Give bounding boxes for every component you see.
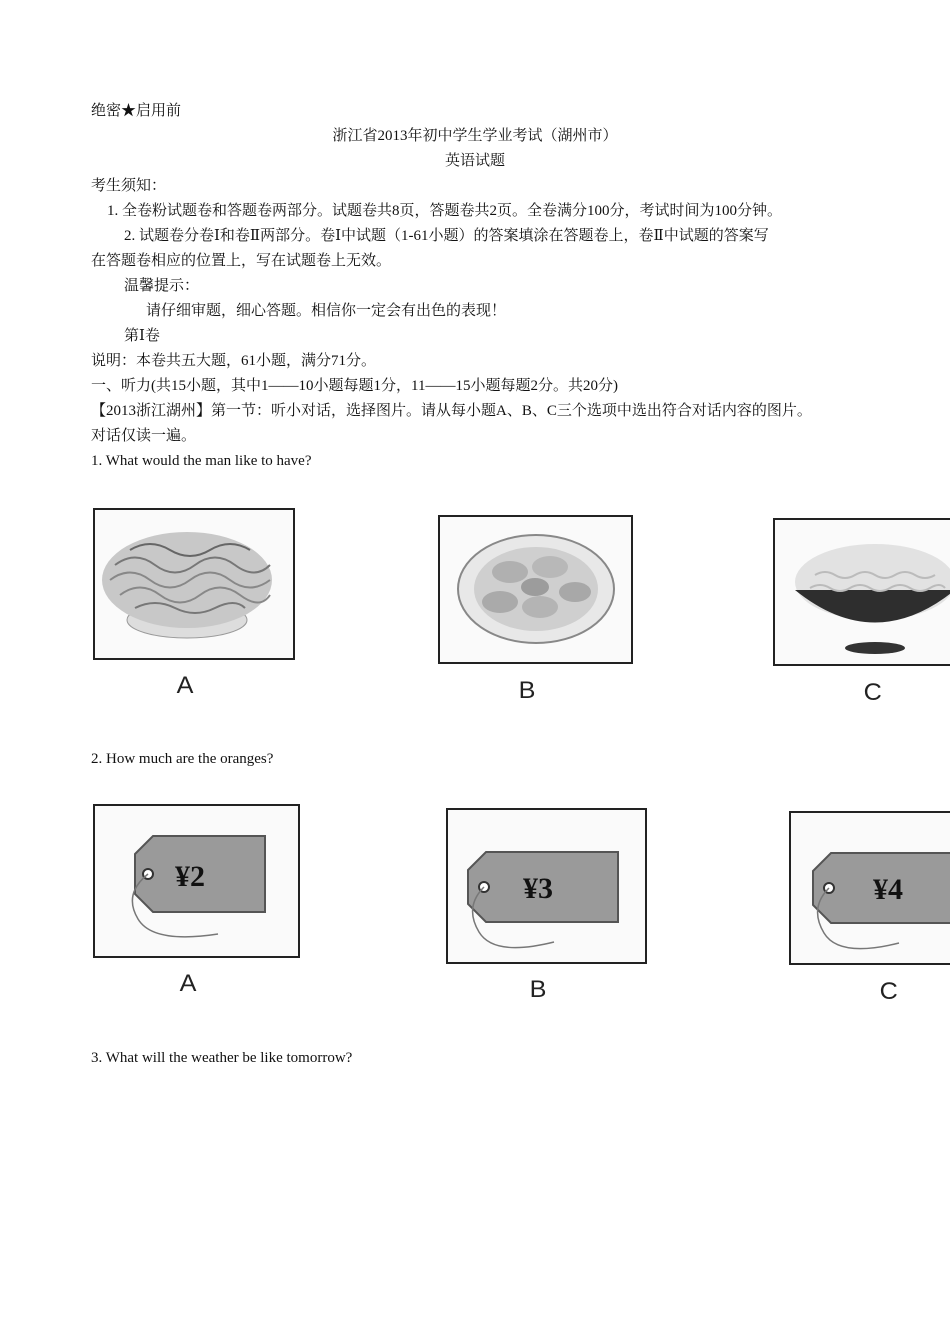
notice-item-2-line1: 2. 试题卷分卷Ⅰ和卷Ⅱ两部分。卷Ⅰ中试题（1-61小题）的答案填涂在答题卷上，卷Ⅱ中试题的答案写 [124, 228, 769, 244]
question-1-text: 1. What would the man like to have? [91, 453, 312, 469]
price-tag-icon [448, 810, 645, 962]
rice-bowl-icon [775, 520, 950, 664]
option-1a-image[interactable] [93, 508, 295, 660]
question-2-text: 2. How much are the oranges? [91, 751, 274, 767]
question-3-text: 3. What will the weather be like tomorrow? [91, 1050, 353, 1066]
part-instructions-line2: 对话仅读一遍。 [91, 428, 197, 444]
price-tag-text: ¥2 [175, 860, 205, 893]
option-2b-image[interactable] [446, 808, 647, 964]
section-heading: 一、听力(共15小题，其中1——10小题每题1分，11——15小题每题2分。共20分) [91, 378, 618, 394]
volume-label: 第Ⅰ卷 [124, 328, 160, 344]
dumplings-icon [440, 517, 631, 662]
option-2a-label: A [179, 970, 197, 997]
price-tag-text: ¥3 [523, 872, 553, 905]
notice-item-2-line2: 在答题卷相应的位置上，写在试题卷上无效。 [91, 253, 392, 269]
exam-title: 浙江省2013年初中学生学业考试（湖州市） [332, 128, 618, 144]
volume-description: 说明：本卷共五大题，61小题，满分71分。 [91, 353, 377, 369]
option-2c-image[interactable] [789, 811, 950, 965]
option-1a-label: A [176, 672, 194, 699]
option-1c-label: C [863, 679, 882, 706]
option-1c-image[interactable] [773, 518, 950, 666]
option-2b-label: B [529, 976, 547, 1003]
price-tag-icon [95, 806, 298, 956]
tip-heading: 温馨提示： [124, 278, 200, 294]
option-2a-image[interactable] [93, 804, 300, 958]
price-tag-text: ¥4 [873, 873, 903, 906]
option-2c-label: C [879, 978, 898, 1005]
notice-heading: 考生须知： [91, 178, 167, 194]
option-1b-label: B [518, 677, 536, 704]
tip-text: 请仔细审题，细心答题。相信你一定会有出色的表现！ [146, 303, 507, 319]
noodles-icon [95, 510, 293, 658]
part-instructions-line1: 【2013浙江湖州】第一节：听小对话，选择图片。请从每小题A、B、C三个选项中选出符合对话内容的图片。 [91, 403, 812, 419]
confidential-mark: 绝密★启用前 [91, 103, 182, 119]
notice-item-1: 1. 全卷粉试题卷和答题卷两部分。试题卷共8页，答题卷共2页。全卷满分100分，考试时间为100分钟。 [107, 203, 783, 219]
exam-subtitle: 英语试题 [444, 153, 505, 169]
option-1b-image[interactable] [438, 515, 633, 664]
price-tag-icon [791, 813, 950, 963]
